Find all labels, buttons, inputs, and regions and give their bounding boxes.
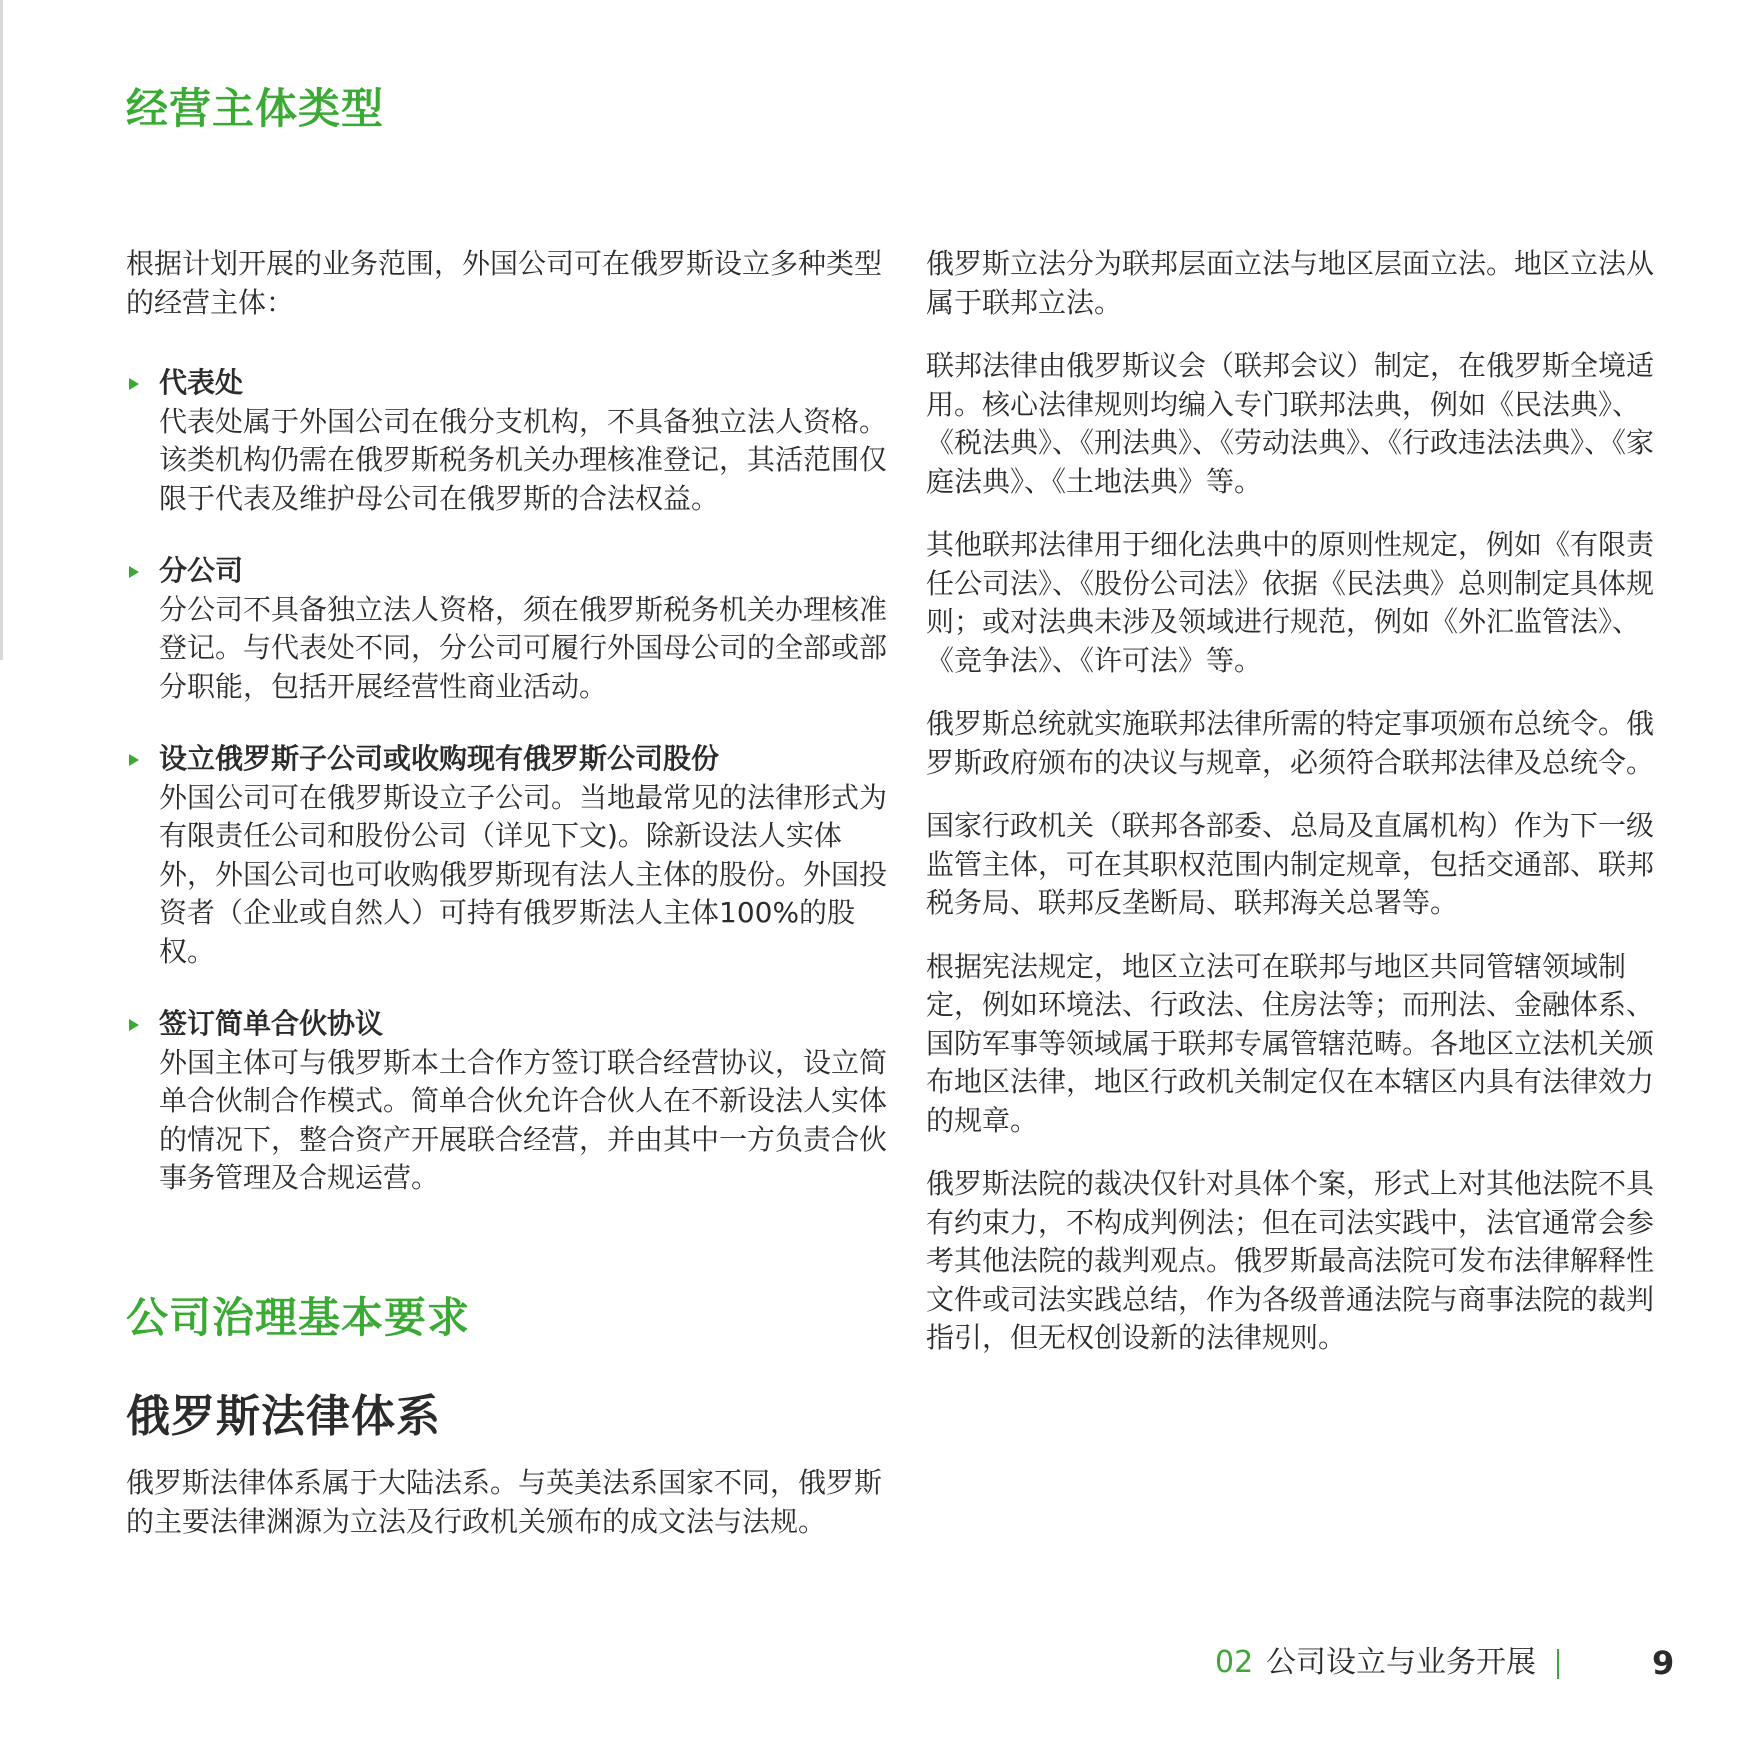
page-edge-line [0,0,3,660]
paragraph: 根据宪法规定，地区立法可在联邦与地区共同管辖领域制定，例如环境法、行政法、住房法等；而刑法、金融体系、国防军事等领域属于联邦专属管辖范畴。各地区立法机关颁布地区法律，地区行政机关制定仅在本辖区内具有法律效力的规章。 [926,949,1655,1137]
section-title-governance: 公司治理基本要求 [126,1293,471,1342]
bullet-title: 代表处 [159,366,244,399]
paragraph: 俄罗斯总统就实施联邦法律所需的特定事项颁布总统令。俄罗斯政府颁布的决议与规章，必须符合联邦法律及总统令。 [926,707,1655,779]
bullet-text: 外国主体可与俄罗斯本土合作方签订联合经营协议，设立简单合伙制合作模式。简单合伙允许合伙人在不新设法人实体的情况下，整合资产开展联合经营，并由其中一方负责合伙事务管理及合规运营。 [159,1045,888,1194]
footer-chapter-number: 02 [1215,1645,1254,1680]
left-column [126,245,888,1232]
bullet-title: 设立俄罗斯子公司或收购现有俄罗斯公司股份 [159,742,720,775]
bullet-title: 分公司 [159,554,244,587]
paragraph: 其他联邦法律用于细化法典中的原则性规定，例如《有限责任公司法》、《股份公司法》依据《民法典》总则制定具体规则；或对法典未涉及领域进行规范，例如《外汇监管法》、《竞争法》、《许可法》等。 [926,528,1655,677]
triangle-bullet-icon [129,378,139,390]
legal-system-intro: 俄罗斯法律体系属于大陆法系。与英美法系国家不同，俄罗斯的主要法律渊源为立法及行政机关颁布的成文法与法规。 [126,1466,883,1538]
bullet-item-simple-partnership [126,1005,888,1198]
bullet-text: 外国公司可在俄罗斯设立子公司。当地最常见的法律形式为有限责任公司和股份公司（详见下文)。除新设法人实体外，外国公司也可收购俄罗斯现有法人主体的股份。外国投资者（企业或自然人）可持有俄罗斯法人主体100%的股权。 [159,780,888,968]
triangle-bullet-icon [129,1019,139,1031]
triangle-bullet-icon [129,566,139,578]
paragraph: 俄罗斯立法分为联邦层面立法与地区层面立法。地区立法从属于联邦立法。 [926,247,1655,319]
bullet-title: 签订简单合伙协议 [159,1007,384,1040]
triangle-bullet-icon [129,754,139,766]
paragraph: 俄罗斯法院的裁决仅针对具体个案，形式上对其他法院不具有约束力，不构成判例法；但在司法实践中，法官通常会参考其他法院的裁判观点。俄罗斯最高法院可发布法律解释性文件或司法实践总结，作为各级普通法院与商事法院的裁判指引，但无权创设新的法律规则。 [926,1167,1655,1354]
footer-chapter-title: 公司设立与业务开展 [1266,1645,1536,1680]
bullet-item-representative-office [126,364,888,518]
bullet-item-subsidiary [126,740,888,971]
bullet-text: 代表处属于外国公司在俄分支机构，不具备独立法人资格。该类机构仍需在俄罗斯税务机关办理核准登记，其活范围仅限于代表及维护母公司在俄罗斯的合法权益。 [159,404,888,515]
page-number: 9 [1652,1644,1675,1682]
paragraph: 联邦法律由俄罗斯议会（联邦会议）制定，在俄罗斯全境适用。核心法律规则均编入专门联邦法典，例如《民法典》、《税法典》、《刑法典》、《劳动法典》、《行政违法法典》、《家庭法典》、《土地法典》等。 [926,349,1655,498]
legal-system-intro-block [126,1464,888,1541]
paragraph: 国家行政机关（联邦各部委、总局及直属机构）作为下一级监管主体，可在其职权范围内制定规章，包括交通部、联邦税务局、联邦反垄断局、联邦海关总署等。 [926,809,1655,919]
right-column [926,245,1666,1383]
bullet-text: 分公司不具备独立法人资格，须在俄罗斯税务机关办理核准登记。与代表处不同，分公司可履行外国母公司的全部或部分职能，包括开展经营性商业活动。 [159,592,888,703]
section-title-entity-types: 经营主体类型 [126,84,385,133]
bullet-item-branch [126,552,888,706]
subsection-title-legal-system: 俄罗斯法律体系 [126,1391,441,1442]
entity-types-intro: 根据计划开展的业务范围，外国公司可在俄罗斯设立多种类型的经营主体： [126,247,883,319]
footer-divider [1557,1649,1559,1679]
